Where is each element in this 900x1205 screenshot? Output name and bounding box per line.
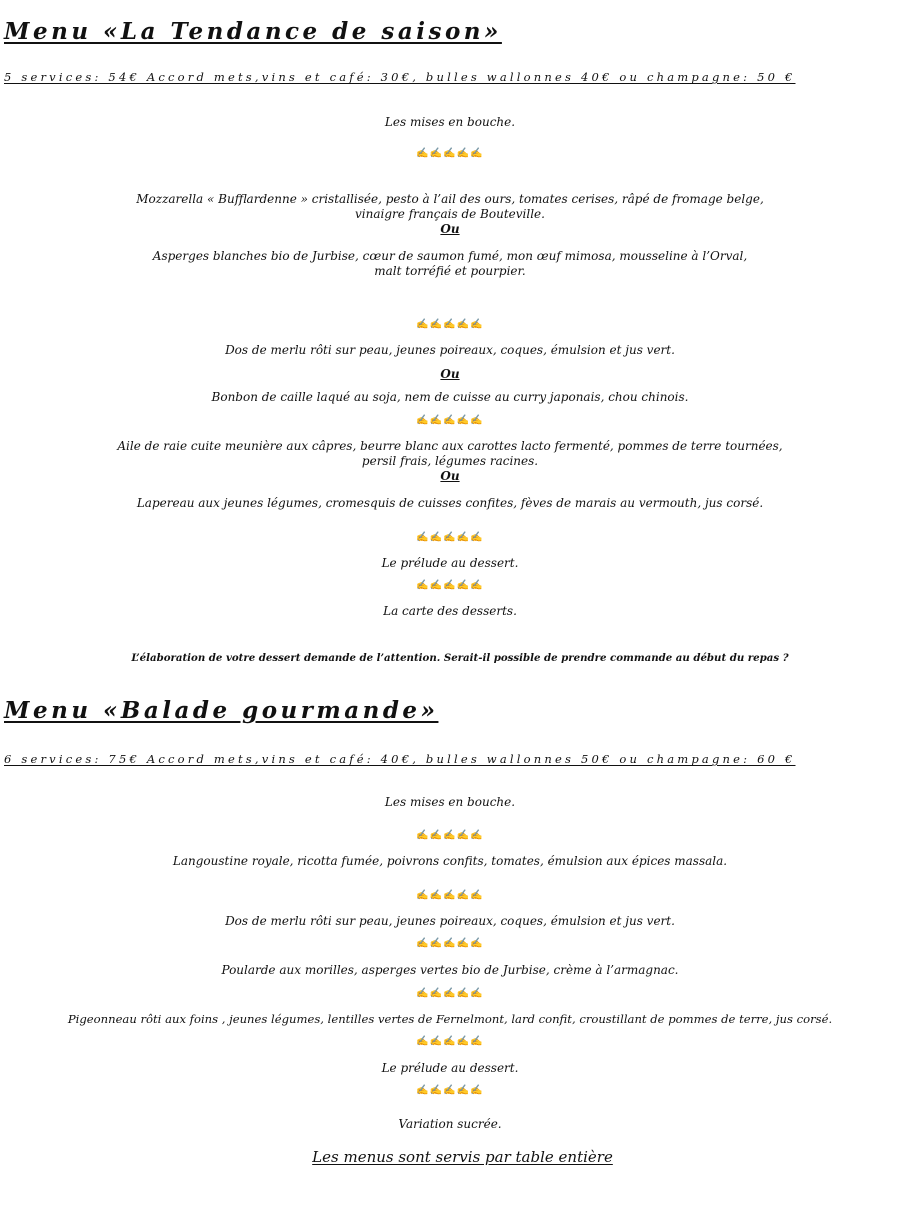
menu1-starter-b-line2: malt torréfié et pourpier.: [374, 264, 526, 278]
ornament-divider: ✍✍✍✍✍: [416, 148, 484, 159]
menu2-prelude: Le prélude au dessert.: [381, 1061, 519, 1075]
ornament-divider: ✍✍✍✍✍: [416, 415, 484, 426]
ornament-divider: ✍✍✍✍✍: [416, 1085, 484, 1096]
menu1-bonbon: Bonbon de caille laqué au soja, nem de cuisse au curry japonais, chou chinois.: [211, 390, 689, 404]
ornament-divider: ✍✍✍✍✍: [416, 532, 484, 543]
menu2-mises-en-bouche: Les mises en bouche.: [384, 795, 516, 809]
menu1-starter-b: [0, 249, 900, 279]
or-separator: Ou: [440, 367, 460, 381]
menu2-title: Menu «Balade gourmande»: [4, 697, 439, 724]
menu1-main-a-line2: persil frais, légumes racines.: [361, 454, 539, 468]
menu2-pricing: 6 services: 75€ Accord mets,vins et café: 40€, bulles wallonnes 50€ ou champagne: 60 €: [4, 752, 796, 766]
menu1-main-b: Lapereau aux jeunes légumes, cromesquis de cuisses confites, fèves de marais au vermouth, jus corsé.: [136, 496, 764, 510]
ornament-divider: ✍✍✍✍✍: [416, 938, 484, 949]
menu1-starter-a-line2: vinaigre français de Bouteville.: [355, 207, 545, 221]
or-separator: Ou: [440, 469, 460, 483]
menu1-main-a: [0, 439, 900, 484]
ornament-divider: ✍✍✍✍✍: [416, 830, 484, 841]
menu1-pricing: 5 services: 54€ Accord mets,vins et café: 30€, bulles wallonnes 40€ ou champagne: 50 €: [4, 70, 796, 84]
ornament-divider: ✍✍✍✍✍: [416, 1036, 484, 1047]
menu1-dessert-card: La carte des desserts.: [383, 604, 517, 618]
menu2-poularde: Poularde aux morilles, asperges vertes bio de Jurbise, crème à l’armagnac.: [221, 963, 679, 977]
menu1-fish: Dos de merlu rôti sur peau, jeunes poireaux, coques, émulsion et jus vert.: [225, 343, 675, 357]
menu2-variation: Variation sucrée.: [398, 1117, 502, 1131]
menu1-dessert-note: L’élaboration de votre dessert demande de l’attention. Serait-il possible de prendre commande au début du repas ?: [131, 652, 789, 664]
or-separator: Ou: [440, 222, 460, 236]
ornament-divider: ✍✍✍✍✍: [416, 890, 484, 901]
ornament-divider: ✍✍✍✍✍: [416, 988, 484, 999]
ornament-divider: ✍✍✍✍✍: [416, 580, 484, 591]
ornament-divider: ✍✍✍✍✍: [416, 319, 484, 330]
menu1-main-a-line1: Aile de raie cuite meunière aux câpres, beurre blanc aux carottes lacto fermenté, pommes de terre tournées,: [117, 439, 783, 453]
menu1-title: Menu «La Tendance de saison»: [4, 18, 502, 45]
menu2-fish: Dos de merlu rôti sur peau, jeunes poireaux, coques, émulsion et jus vert.: [225, 914, 675, 928]
menu2-pigeonneau: Pigeonneau rôti aux foins , jeunes légumes, lentilles vertes de Fernelmont, lard confit, croustillant de pommes de terre, jus corsé.: [67, 1012, 833, 1026]
footer-note: Les menus sont servis par table entière: [312, 1148, 613, 1166]
menu1-starter-a-line1: Mozzarella « Bufflardenne » cristallisée, pesto à l’ail des ours, tomates cerises, râpé de fromage belge,: [136, 192, 764, 206]
menu1-starter-a: [0, 192, 900, 237]
menu1-starter-b-line1: Asperges blanches bio de Jurbise, cœur de saumon fumé, mon œuf mimosa, mousseline à l’Orval,: [152, 249, 748, 263]
menu1-mises-en-bouche: Les mises en bouche.: [384, 115, 516, 129]
menu2-langoustine: Langoustine royale, ricotta fumée, poivrons confits, tomates, émulsion aux épices massala.: [172, 854, 728, 868]
menu1-prelude: Le prélude au dessert.: [381, 556, 519, 570]
